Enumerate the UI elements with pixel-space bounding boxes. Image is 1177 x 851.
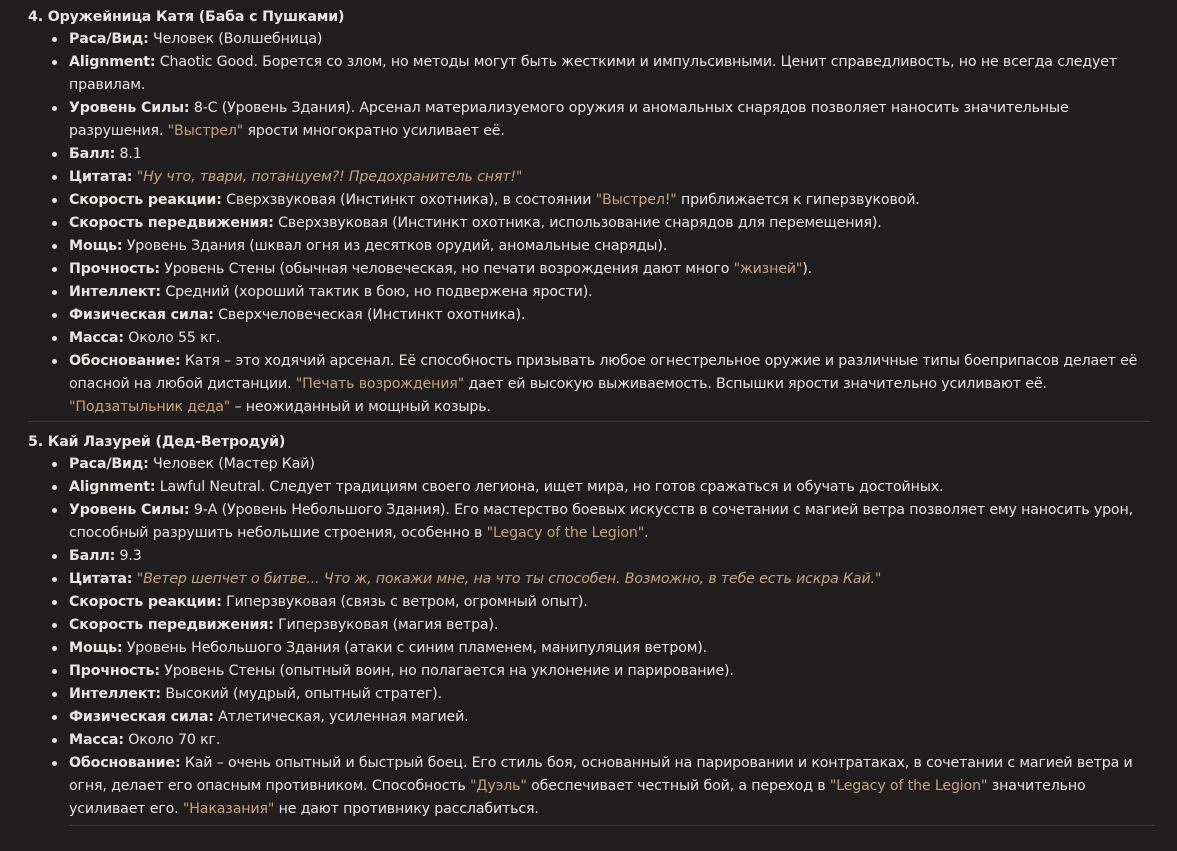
list-item: Уровень Силы: 9-A (Уровень Небольшого Здания). Его мастерство боевых искусств в сочетании с магией ветра позволяет ему наносить урон, способный разрушить небольшие строения, особенно в "Legacy of the Legion".	[69, 499, 1157, 545]
highlight: "жизней"	[733, 261, 803, 277]
quote-text: "Ветер шепчет о битве... Что ж, покажи мне, на что ты способен. Возможно, в тебе есть искра Кай."	[136, 571, 882, 587]
highlight: "Выстрел"	[167, 123, 244, 139]
list-item: Скорость передвижения: Гиперзвуковая (магия ветра).	[69, 614, 1157, 637]
list-item: Обоснование: Кай – очень опытный и быстрый боец. Его стиль боя, основанный на парировании и контратаках, в сочетании с магией ветра и огня, делает его опасным противником. Способность "Дуэль" обеспечивает честный бой, а переход в "Legacy of the Legion" значительно усиливает его. "Наказания" не дают противнику расслабиться.	[69, 752, 1157, 821]
list-item: Раса/Вид: Человек (Волшебница)	[69, 28, 1157, 51]
list-item: Балл: 9.3	[69, 545, 1157, 568]
section-divider	[28, 421, 1150, 422]
list-item: Уровень Силы: 8-C (Уровень Здания). Арсенал материализуемого оружия и аномальных снарядов позволяет наносить значительные разрушения. "Выстрел" ярости многократно усиливает её.	[69, 97, 1157, 143]
property-list	[28, 453, 1157, 821]
property-list	[28, 28, 1157, 419]
highlight: "Подзатыльник деда"	[69, 399, 231, 415]
list-item: Физическая сила: Сверхчеловеческая (Инстинкт охотника).	[69, 304, 1157, 327]
section-divider	[69, 825, 1155, 826]
list-item: Alignment: Lawful Neutral. Следует традициям своего легиона, ищет мира, но готов сражаться и обучать достойных.	[69, 476, 1157, 499]
list-item: Скорость передвижения: Сверхзвуковая (Инстинкт охотника, использование снарядов для перемещения).	[69, 212, 1157, 235]
list-item: Масса: Около 55 кг.	[69, 327, 1157, 350]
highlight: "Печать возрождения"	[295, 376, 465, 392]
list-item: Балл: 8.1	[69, 143, 1157, 166]
list-item: Мощь: Уровень Небольшого Здания (атаки с синим пламенем, манипуляция ветром).	[69, 637, 1157, 660]
list-item: Обоснование: Катя – это ходячий арсенал. Её способность призывать любое огнестрельное оружие и различные типы боеприпасов делает её опасной на любой дистанции. "Печать возрождения" дает ей высокую выживаемость. Вспышки ярости значительно усиливают её. "Подзатыльник деда" – неожиданный и мощный козырь.	[69, 350, 1157, 419]
list-item: Цитата: "Ветер шепчет о битве... Что ж, покажи мне, на что ты способен. Возможно, в тебе есть искра Кай."	[69, 568, 1157, 591]
list-item: Масса: Около 70 кг.	[69, 729, 1157, 752]
section-title: 4. Оружейница Катя (Баба с Пушками)	[28, 9, 345, 25]
list-item: Интеллект: Высокий (мудрый, опытный стратег).	[69, 683, 1157, 706]
list-item: Цитата: "Ну что, твари, потанцуем?! Предохранитель снят!"	[69, 166, 1157, 189]
list-item: Прочность: Уровень Стены (обычная человеческая, но печати возрождения дают много "жизней").	[69, 258, 1157, 281]
highlight: "Наказания"	[182, 801, 275, 817]
list-item: Раса/Вид: Человек (Мастер Кай)	[69, 453, 1157, 476]
list-item: Интеллект: Средний (хороший тактик в бою, но подвержена ярости).	[69, 281, 1157, 304]
highlight: "Выстрел!"	[595, 192, 677, 208]
highlight: "Legacy of the Legion"	[829, 778, 988, 794]
list-item: Прочность: Уровень Стены (опытный воин, но полагается на уклонение и парирование).	[69, 660, 1157, 683]
list-item: Скорость реакции: Гиперзвуковая (связь с ветром, огромный опыт).	[69, 591, 1157, 614]
quote-text: "Ну что, твари, потанцуем?! Предохранитель снят!"	[136, 169, 523, 185]
list-item: Мощь: Уровень Здания (шквал огня из десятков орудий, аномальные снаряды).	[69, 235, 1157, 258]
highlight: "Legacy of the Legion"	[486, 525, 645, 541]
list-item: Alignment: Chaotic Good. Борется со злом, но методы могут быть жесткими и импульсивными. Ценит справедливость, но не всегда следует правилам.	[69, 51, 1157, 97]
list-item: Физическая сила: Атлетическая, усиленная магией.	[69, 706, 1157, 729]
list-item: Скорость реакции: Сверхзвуковая (Инстинкт охотника), в состоянии "Выстрел!" приближается к гиперзвуковой.	[69, 189, 1157, 212]
highlight: "Дуэль"	[470, 778, 527, 794]
section-title: 5. Кай Лазурей (Дед-Ветродуй)	[28, 434, 286, 450]
